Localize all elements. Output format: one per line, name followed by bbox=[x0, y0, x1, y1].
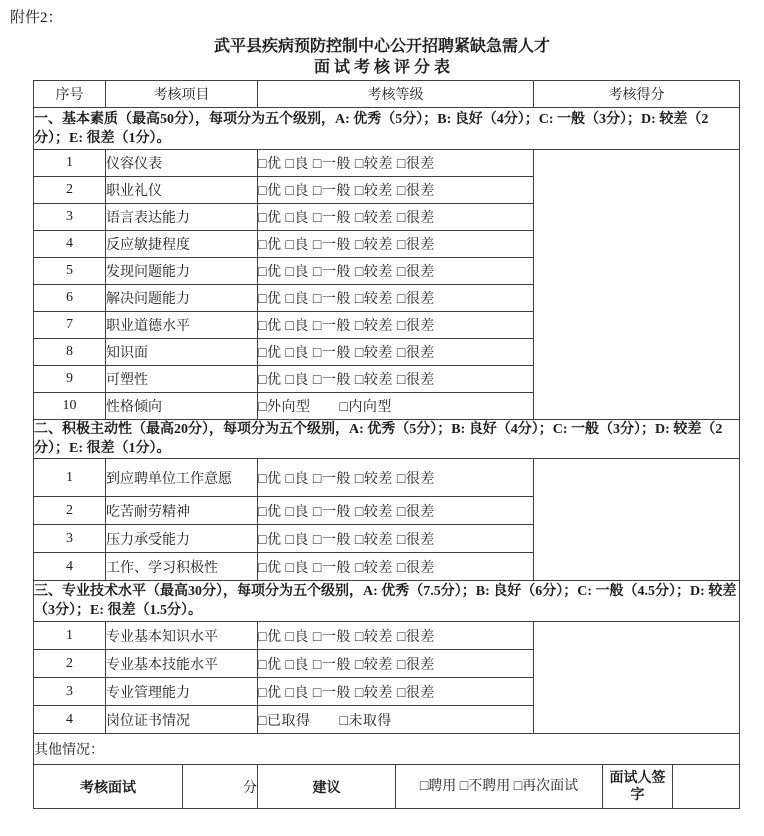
row-number: 4 bbox=[34, 231, 106, 258]
row-item-label: 到应聘单位工作意愿 bbox=[106, 459, 258, 497]
footer-row bbox=[34, 765, 740, 809]
section-1-score-cell[interactable] bbox=[534, 150, 740, 420]
row-number: 3 bbox=[34, 204, 106, 231]
row-number: 8 bbox=[34, 339, 106, 366]
suggestion-label: 建议 bbox=[258, 765, 396, 809]
grade-checkboxes[interactable]: □优 □良 □一般 □较差 □很差 bbox=[258, 312, 534, 339]
other-remarks-cell[interactable]: 其他情况： bbox=[34, 734, 740, 765]
row-item-label: 岗位证书情况 bbox=[106, 706, 258, 734]
interviewer-signature-label: 面试人签字 bbox=[603, 765, 673, 809]
table-header-row bbox=[34, 81, 740, 108]
section-3-title: 三、专业技术水平（最高30分），每项分为五个级别，A: 优秀（7.5分）；B: 良好（6分）；C: 一般（4.5分）；D: 较差（3分）；E: 很差（1.5分）。 bbox=[34, 581, 740, 622]
section-2-title: 二、积极主动性（最高20分），每项分为五个级别，A: 优秀（5分）；B: 良好（4分）；C: 一般（3分）；D: 较差（2分）；E: 很差（1分）。 bbox=[34, 420, 740, 459]
grade-checkboxes[interactable]: □优 □良 □一般 □较差 □很差 bbox=[258, 231, 534, 258]
row-number: 1 bbox=[34, 150, 106, 177]
row-item-label: 专业基本知识水平 bbox=[106, 622, 258, 650]
row-number: 3 bbox=[34, 678, 106, 706]
grade-checkboxes[interactable]: □优 □良 □一般 □较差 □很差 bbox=[258, 525, 534, 553]
grade-checkboxes[interactable]: □优 □良 □一般 □较差 □很差 bbox=[258, 553, 534, 581]
row-item-label: 吃苦耐劳精神 bbox=[106, 497, 258, 525]
document-subtitle: 面 试 考 核 评 分 表 bbox=[313, 59, 450, 76]
row-number: 2 bbox=[34, 497, 106, 525]
row-item-label: 职业道德水平 bbox=[106, 312, 258, 339]
grade-checkboxes[interactable]: □优 □良 □一般 □较差 □很差 bbox=[258, 285, 534, 312]
row-number: 10 bbox=[34, 393, 106, 420]
header-score: 考核得分 bbox=[534, 81, 740, 108]
attachment-label: 附件2： bbox=[10, 10, 63, 26]
row-item-label: 职业礼仪 bbox=[106, 177, 258, 204]
row-item-label: 性格倾向 bbox=[106, 393, 258, 420]
row-item-label: 可塑性 bbox=[106, 366, 258, 393]
section-2-score-cell[interactable] bbox=[534, 459, 740, 581]
table-row bbox=[34, 622, 740, 650]
row-item-label: 压力承受能力 bbox=[106, 525, 258, 553]
grade-checkboxes[interactable]: □优 □良 □一般 □较差 □很差 bbox=[258, 366, 534, 393]
row-number: 1 bbox=[34, 459, 106, 497]
signature-blank-cell[interactable] bbox=[673, 765, 740, 809]
grade-checkboxes[interactable]: □优 □良 □一般 □较差 □很差 bbox=[258, 177, 534, 204]
section-3-score-cell[interactable] bbox=[534, 622, 740, 734]
grade-checkboxes[interactable]: □优 □良 □一般 □较差 □很差 bbox=[258, 678, 534, 706]
row-item-label: 语言表达能力 bbox=[106, 204, 258, 231]
document-title: 武平县疾病预防控制中心公开招聘紧缺急需人才 bbox=[213, 38, 550, 55]
grade-checkboxes[interactable]: □已取得 □未取得 bbox=[258, 706, 534, 734]
interview-score-table bbox=[33, 80, 740, 809]
grade-checkboxes[interactable]: □优 □良 □一般 □较差 □很差 bbox=[258, 150, 534, 177]
row-number: 1 bbox=[34, 622, 106, 650]
grade-checkboxes[interactable]: □优 □良 □一般 □较差 □很差 bbox=[258, 497, 534, 525]
row-number: 3 bbox=[34, 525, 106, 553]
grade-checkboxes[interactable]: □外向型 □内向型 bbox=[258, 393, 534, 420]
row-number: 2 bbox=[34, 177, 106, 204]
row-number: 4 bbox=[34, 706, 106, 734]
row-item-label: 解决问题能力 bbox=[106, 285, 258, 312]
row-number: 6 bbox=[34, 285, 106, 312]
section-1-title: 一、基本素质（最高50分），每项分为五个级别，A: 优秀（5分）；B: 良好（4分）；C: 一般（3分）；D: 较差（2分）；E: 很差（1分）。 bbox=[34, 108, 740, 150]
header-grade: 考核等级 bbox=[258, 81, 534, 108]
row-item-label: 知识面 bbox=[106, 339, 258, 366]
suggestion-checkboxes[interactable]: □聘用 □不聘用 □再次面试 bbox=[396, 765, 603, 809]
grade-checkboxes[interactable]: □优 □良 □一般 □较差 □很差 bbox=[258, 622, 534, 650]
grade-checkboxes[interactable]: □优 □良 □一般 □较差 □很差 bbox=[258, 459, 534, 497]
grade-checkboxes[interactable]: □优 □良 □一般 □较差 □很差 bbox=[258, 650, 534, 678]
row-number: 4 bbox=[34, 553, 106, 581]
header-item: 考核项目 bbox=[106, 81, 258, 108]
interview-score-label: 考核面试 bbox=[34, 765, 183, 809]
row-item-label: 专业管理能力 bbox=[106, 678, 258, 706]
interview-score-input-cell[interactable]: 分 bbox=[183, 765, 258, 809]
grade-checkboxes[interactable]: □优 □良 □一般 □较差 □很差 bbox=[258, 339, 534, 366]
table-row bbox=[34, 459, 740, 497]
row-number: 9 bbox=[34, 366, 106, 393]
row-item-label: 发现问题能力 bbox=[106, 258, 258, 285]
row-item-label: 反应敏捷程度 bbox=[106, 231, 258, 258]
grade-checkboxes[interactable]: □优 □良 □一般 □较差 □很差 bbox=[258, 204, 534, 231]
table-row bbox=[34, 150, 740, 177]
row-item-label: 专业基本技能水平 bbox=[106, 650, 258, 678]
header-seq: 序号 bbox=[34, 81, 106, 108]
grade-checkboxes[interactable]: □优 □良 □一般 □较差 □很差 bbox=[258, 258, 534, 285]
row-number: 2 bbox=[34, 650, 106, 678]
row-number: 7 bbox=[34, 312, 106, 339]
row-item-label: 工作、学习积极性 bbox=[106, 553, 258, 581]
row-number: 5 bbox=[34, 258, 106, 285]
row-item-label: 仪容仪表 bbox=[106, 150, 258, 177]
